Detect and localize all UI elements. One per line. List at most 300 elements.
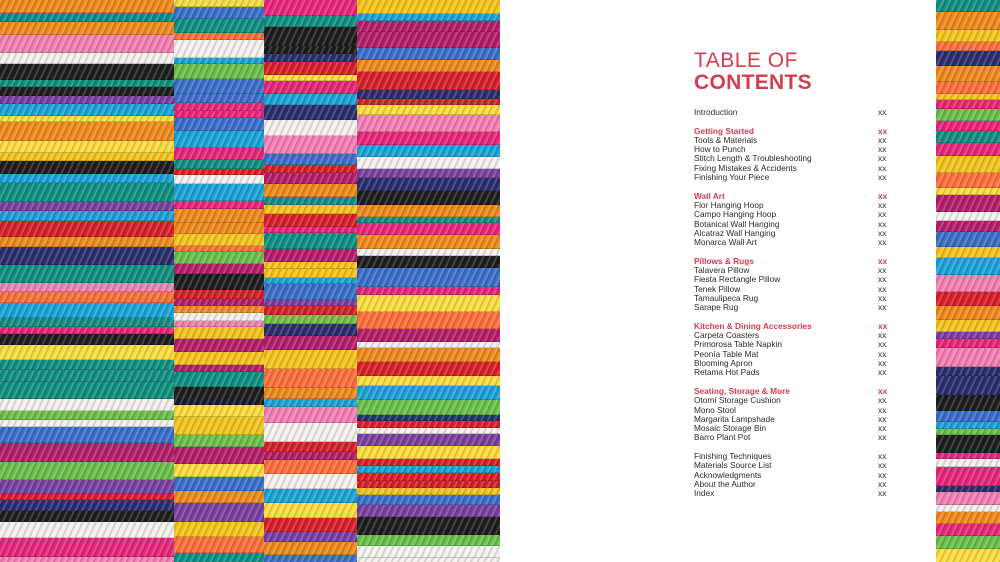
yarn-stripe: [936, 0, 1000, 12]
yarn-stripe: [357, 535, 500, 546]
toc-entry-label: Finishing Your Piece: [694, 172, 770, 183]
yarn-stripe: [174, 503, 264, 522]
toc-entry-page: xx: [878, 460, 887, 471]
toc-entry[interactable]: [694, 480, 890, 489]
yarn-stripe: [0, 22, 174, 35]
yarn-stripe: [0, 411, 174, 420]
yarn-stripe: [264, 16, 357, 27]
toc-entry-label: Sarape Rug: [694, 302, 739, 313]
toc-entry-label: Finishing Techniques: [694, 450, 772, 461]
yarn-stripe: [0, 283, 174, 292]
yarn-stripe: [174, 131, 264, 148]
yarn-stripe: [357, 60, 500, 72]
yarn-stripe: [357, 48, 500, 60]
yarn-stripe: [357, 132, 500, 145]
yarn-stripe: [264, 105, 357, 120]
toc-heading-page: xx: [878, 125, 888, 136]
toc-entry-page: xx: [878, 358, 887, 369]
toc-entry-label: Primorosa Table Napkin: [694, 339, 782, 350]
toc-entry[interactable]: [694, 108, 890, 117]
yarn-stripe: [936, 221, 1000, 232]
yarn-stripe: [357, 312, 500, 329]
yarn-stripe: [357, 145, 500, 157]
yarn-stripe: [0, 153, 174, 161]
yarn-stripe: [936, 258, 1000, 275]
yarn-stripe: [357, 400, 500, 415]
toc-entry-page: xx: [878, 237, 887, 248]
yarn-stripe: [357, 473, 500, 481]
toc-entry-label: Flor Hanging Hoop: [694, 199, 764, 210]
yarn-stripe: [357, 517, 500, 535]
toc-entry-label: Peonía Table Mat: [694, 348, 759, 359]
yarn-stripe: [0, 265, 174, 283]
toc-entry-page: xx: [878, 199, 887, 210]
yarn-stripe: [174, 201, 264, 209]
yarn-stripe: [174, 184, 264, 201]
yarn-stripe: [0, 360, 174, 370]
yarn-stripe: [264, 262, 357, 269]
yarn-stripe: [357, 115, 500, 132]
yarn-stripe: [264, 452, 357, 460]
toc-heading-page: xx: [878, 190, 888, 201]
yarn-stripe: [264, 399, 357, 407]
toc-entry[interactable]: [694, 368, 890, 377]
toc-heading-page: xx: [878, 385, 888, 396]
yarn-column: [936, 0, 1000, 562]
toc-entry-label: Carpeta Coasters: [694, 330, 760, 341]
toc-heading-page: xx: [878, 255, 888, 266]
yarn-stripe: [264, 442, 357, 452]
yarn-stripe: [936, 306, 1000, 320]
yarn-stripe: [174, 553, 264, 562]
toc-entry[interactable]: [694, 433, 890, 442]
toc-entry-page: xx: [878, 367, 887, 378]
yarn-stripe: [936, 512, 1000, 524]
yarn-stripe: [174, 372, 264, 387]
yarn-stripe: [264, 324, 357, 336]
toc-entry-page: xx: [878, 153, 887, 164]
yarn-stripe: [174, 103, 264, 111]
yarn-stripe: [936, 82, 1000, 94]
yarn-stripe: [264, 555, 357, 562]
yarn-stripe: [0, 500, 174, 511]
yarn-stripe: [357, 558, 500, 562]
yarn-stripe: [357, 421, 500, 428]
yarn-stripe: [936, 195, 1000, 212]
yarn-stripe: [0, 247, 174, 265]
yarn-stripe: [357, 434, 500, 446]
yarn-stripe: [0, 522, 174, 538]
yarn-stripe: [0, 303, 174, 318]
yarn-stripe: [357, 191, 500, 205]
yarn-stripe: [264, 336, 357, 350]
yarn-stripe: [174, 387, 264, 405]
toc-entry[interactable]: [694, 489, 890, 498]
toc-entry-label: Acknowledgments: [694, 469, 762, 480]
toc-heading-page: xx: [878, 320, 888, 331]
yarn-stripe: [174, 491, 264, 503]
toc-entry-label: Blooming Apron: [694, 358, 753, 369]
yarn-stripe: [264, 284, 357, 300]
toc-heading-label: Kitchen & Dining Accessories: [694, 320, 812, 331]
toc-entry-label: Introduction: [694, 107, 738, 117]
yarn-stripe: [264, 489, 357, 503]
yarn-stripe: [264, 542, 357, 555]
yarn-stripe: [174, 290, 264, 299]
yarn-stripe: [936, 411, 1000, 422]
yarn-stripe: [936, 156, 1000, 173]
yarn-stripe: [936, 30, 1000, 42]
yarn-stripe: [174, 19, 264, 33]
toc-section: [694, 452, 890, 498]
yarn-stripe: [174, 327, 264, 339]
yarn-stripe: [357, 256, 500, 268]
yarn-stripe: [174, 148, 264, 160]
yarn-stripe: [357, 235, 500, 249]
toc-entry-page: xx: [878, 395, 887, 406]
yarn-stripe: [264, 120, 357, 136]
yarn-stripe: [357, 376, 500, 386]
yarn-stripe: [264, 0, 357, 16]
toc-entry-label: Fiesta Rectangle Pillow: [694, 274, 781, 285]
yarn-stripe: [936, 376, 1000, 395]
yarn-stripe: [264, 460, 357, 474]
toc-entry-page: xx: [878, 172, 887, 183]
yarn-stripe: [264, 474, 357, 489]
title-line-1: TABLE OF: [694, 49, 798, 72]
yarn-stripe: [0, 211, 174, 221]
toc-entry-label: Fixing Mistakes & Accidents: [694, 162, 797, 173]
yarn-stripe: [936, 292, 1000, 306]
toc-entry-page: xx: [878, 339, 887, 350]
yarn-stripe: [936, 66, 1000, 82]
toc-entry-page: xx: [878, 227, 887, 238]
toc-entry-label: Alcatraz Wall Hanging: [694, 227, 776, 238]
yarn-stripe: [0, 53, 174, 64]
toc-entry[interactable]: [694, 303, 890, 312]
toc-entry-page: xx: [878, 404, 887, 415]
yarn-stripe: [174, 464, 264, 477]
yarn-stripe: [174, 111, 264, 118]
yarn-stripe: [0, 345, 174, 360]
yarn-stripe: [936, 524, 1000, 536]
table-of-contents: [694, 108, 890, 508]
yarn-stripe: [264, 173, 357, 184]
woven-textile-edge: [936, 0, 1000, 562]
yarn-stripe: [357, 0, 500, 14]
yarn-stripe: [264, 249, 357, 262]
yarn-stripe: [357, 505, 500, 517]
yarn-stripe: [0, 557, 174, 562]
yarn-stripe: [174, 79, 264, 94]
toc-entry-page: xx: [878, 478, 887, 489]
yarn-stripe: [357, 488, 500, 495]
yarn-stripe: [0, 462, 174, 480]
yarn-stripe: [936, 536, 1000, 549]
yarn-stripe: [936, 247, 1000, 258]
yarn-stripe: [0, 237, 174, 247]
yarn-stripe: [264, 306, 357, 315]
yarn-stripe: [357, 205, 500, 217]
yarn-stripe: [0, 13, 174, 22]
yarn-stripe: [936, 339, 1000, 348]
yarn-stripe: [936, 121, 1000, 131]
yarn-stripe: [264, 46, 357, 54]
toc-entry-label: Stitch Length & Troubleshooting: [694, 153, 812, 164]
toc-entry-label: Tools & Materials: [694, 134, 758, 145]
toc-entry-page: xx: [878, 450, 887, 461]
toc-entry-page: xx: [878, 134, 887, 145]
yarn-stripe: [264, 315, 357, 324]
yarn-stripe: [264, 136, 357, 154]
yarn-stripe: [357, 386, 500, 400]
yarn-stripe: [0, 420, 174, 427]
yarn-stripe: [174, 365, 264, 372]
yarn-stripe: [174, 175, 264, 184]
yarn-stripe: [0, 141, 174, 153]
toc-entry-label: Otomí Storage Cushion: [694, 395, 781, 406]
yarn-stripe: [936, 188, 1000, 195]
yarn-stripe: [264, 165, 357, 173]
toc-entry-page: xx: [878, 432, 887, 443]
yarn-stripe: [264, 269, 357, 278]
yarn-stripe: [174, 160, 264, 169]
toc-heading-label: Getting Started: [694, 125, 754, 136]
yarn-stripe: [357, 546, 500, 558]
yarn-stripe: [357, 223, 500, 235]
toc-heading-label: Wall Art: [694, 190, 725, 201]
yarn-stripe: [936, 100, 1000, 109]
yarn-stripe: [936, 395, 1000, 411]
yarn-stripe: [936, 212, 1000, 221]
yarn-stripe: [174, 264, 264, 274]
yarn-column: [174, 0, 264, 562]
yarn-stripe: [357, 481, 500, 488]
yarn-stripe: [264, 350, 357, 369]
toc-section: [694, 257, 890, 313]
yarn-stripe: [357, 72, 500, 90]
yarn-stripe: [174, 339, 264, 352]
yarn-stripe: [264, 532, 357, 542]
yarn-stripe: [264, 518, 357, 532]
yarn-column: [0, 0, 174, 562]
yarn-stripe: [936, 12, 1000, 30]
yarn-stripe: [0, 370, 174, 382]
yarn-stripe: [936, 435, 1000, 453]
yarn-stripe: [0, 480, 174, 494]
toc-entry-label: About the Author: [694, 478, 756, 489]
yarn-stripe: [174, 274, 264, 290]
yarn-stripe: [357, 14, 500, 21]
yarn-stripe: [264, 197, 357, 205]
yarn-stripe: [0, 0, 174, 13]
yarn-stripe: [0, 64, 174, 80]
toc-entry-page: xx: [878, 162, 887, 173]
yarn-stripe: [174, 405, 264, 417]
yarn-stripe: [936, 348, 1000, 367]
yarn-stripe: [936, 131, 1000, 143]
toc-entry-page: xx: [878, 330, 887, 341]
yarn-stripe: [264, 233, 357, 249]
toc-entry-page: xx: [878, 209, 887, 220]
toc-page: [500, 0, 936, 562]
toc-entry[interactable]: [694, 173, 890, 182]
yarn-stripe: [0, 96, 174, 104]
yarn-stripe: [936, 332, 1000, 339]
yarn-stripe: [357, 21, 500, 32]
yarn-stripe: [174, 223, 264, 234]
yarn-stripe: [0, 87, 174, 96]
yarn-stripe: [264, 62, 357, 75]
yarn-stripe: [264, 54, 357, 62]
yarn-stripe: [174, 0, 264, 7]
yarn-stripe: [174, 33, 264, 40]
toc-entry-label: Mosaic Storage Bin: [694, 423, 766, 434]
yarn-stripe: [174, 118, 264, 131]
toc-entry-page: xx: [878, 302, 887, 313]
yarn-stripe: [936, 459, 1000, 467]
yarn-stripe: [264, 423, 357, 442]
toc-entry-label: Monarca Wall Art: [694, 237, 757, 248]
yarn-stripe: [0, 80, 174, 87]
yarn-stripe: [174, 64, 264, 79]
yarn-stripe: [174, 352, 264, 365]
yarn-stripe: [357, 249, 500, 256]
toc-entry-label: Tamaulipeca Rug: [694, 292, 759, 303]
yarn-stripe: [936, 549, 1000, 562]
toc-entry-label: How to Punch: [694, 144, 746, 155]
toc-entry-label: Campo Hanging Hoop: [694, 209, 777, 220]
yarn-stripe: [936, 422, 1000, 429]
yarn-stripe: [264, 205, 357, 214]
yarn-stripe: [936, 109, 1000, 121]
yarn-stripe: [174, 94, 264, 103]
toc-entry-label: Index: [694, 488, 715, 499]
toc-entry-page: xx: [878, 423, 887, 434]
yarn-column: [357, 0, 500, 562]
yarn-stripe: [357, 90, 500, 99]
yarn-stripe: [357, 169, 500, 178]
yarn-stripe: [936, 42, 1000, 51]
yarn-stripe: [357, 105, 500, 115]
yarn-stripe: [0, 334, 174, 345]
toc-entry-label: Materials Source List: [694, 460, 772, 471]
yarn-stripe: [936, 492, 1000, 505]
yarn-stripe: [0, 122, 174, 141]
yarn-stripe: [264, 94, 357, 105]
yarn-stripe: [174, 299, 264, 306]
toc-entry-page: xx: [878, 348, 887, 359]
yarn-stripe: [357, 495, 500, 505]
toc-section: [694, 108, 890, 117]
yarn-stripe: [0, 318, 174, 327]
yarn-stripe: [357, 466, 500, 473]
toc-entry-page: xx: [878, 413, 887, 424]
toc-entry[interactable]: [694, 238, 890, 247]
toc-entry-label: Botanical Wall Hanging: [694, 218, 780, 229]
yarn-stripe: [357, 295, 500, 312]
toc-entry-page: xx: [878, 107, 887, 117]
yarn-stripe: [357, 157, 500, 169]
yarn-stripe: [174, 209, 264, 223]
yarn-stripe: [0, 174, 174, 183]
yarn-stripe: [174, 537, 264, 553]
yarn-stripe: [264, 184, 357, 197]
yarn-stripe: [0, 327, 174, 334]
toc-entry-label: Tenek Pillow: [694, 283, 741, 294]
yarn-stripe: [174, 306, 264, 313]
yarn-stripe: [357, 329, 500, 342]
yarn-stripe: [174, 435, 264, 447]
toc-entry-page: xx: [878, 488, 887, 499]
toc-entry-label: Mono Stool: [694, 404, 736, 415]
yarn-stripe: [264, 388, 357, 399]
yarn-stripe: [264, 369, 357, 388]
toc-entry-page: xx: [878, 283, 887, 294]
yarn-stripe: [936, 467, 1000, 486]
yarn-stripe: [0, 511, 174, 522]
yarn-stripe: [174, 522, 264, 537]
yarn-stripe: [174, 7, 264, 19]
yarn-stripe: [0, 183, 174, 202]
yarn-stripe: [357, 348, 500, 362]
yarn-stripe: [0, 427, 174, 443]
yarn-stripe: [0, 382, 174, 399]
yarn-stripe: [0, 104, 174, 116]
yarn-stripe: [264, 407, 357, 423]
yarn-stripe: [357, 459, 500, 466]
yarn-stripe: [0, 399, 174, 411]
yarn-stripe: [936, 505, 1000, 512]
yarn-stripe: [0, 161, 174, 174]
yarn-stripe: [357, 446, 500, 459]
toc-section: [694, 322, 890, 378]
yarn-stripe: [936, 173, 1000, 188]
yarn-stripe: [174, 313, 264, 321]
yarn-stripe: [357, 178, 500, 191]
yarn-stripe: [357, 268, 500, 287]
yarn-stripe: [174, 40, 264, 58]
toc-entry-page: xx: [878, 144, 887, 155]
yarn-stripe: [936, 143, 1000, 156]
title-line-2: CONTENTS: [694, 71, 812, 94]
yarn-stripe: [0, 538, 174, 557]
yarn-stripe: [264, 81, 357, 94]
yarn-stripe: [0, 35, 174, 53]
yarn-stripe: [264, 503, 357, 518]
yarn-stripe: [264, 214, 357, 227]
toc-heading-label: Pillows & Rugs: [694, 255, 754, 266]
yarn-stripe: [357, 362, 500, 376]
yarn-stripe: [936, 320, 1000, 332]
toc-heading-label: Seating, Storage & More: [694, 385, 790, 396]
toc-entry-page: xx: [878, 265, 887, 276]
yarn-stripe: [0, 443, 174, 462]
toc-entry-page: xx: [878, 274, 887, 285]
yarn-stripe: [936, 232, 1000, 247]
yarn-stripe: [357, 32, 500, 48]
yarn-stripe: [936, 367, 1000, 376]
page-title: [694, 50, 812, 94]
toc-entry-label: Margarita Lampshade: [694, 413, 775, 424]
yarn-stripe: [0, 221, 174, 237]
toc-section: [694, 127, 890, 183]
yarn-stripe: [0, 292, 174, 303]
yarn-stripe: [936, 51, 1000, 66]
yarn-stripe: [0, 202, 174, 211]
yarn-column: [264, 0, 357, 562]
toc-section: [694, 192, 890, 248]
